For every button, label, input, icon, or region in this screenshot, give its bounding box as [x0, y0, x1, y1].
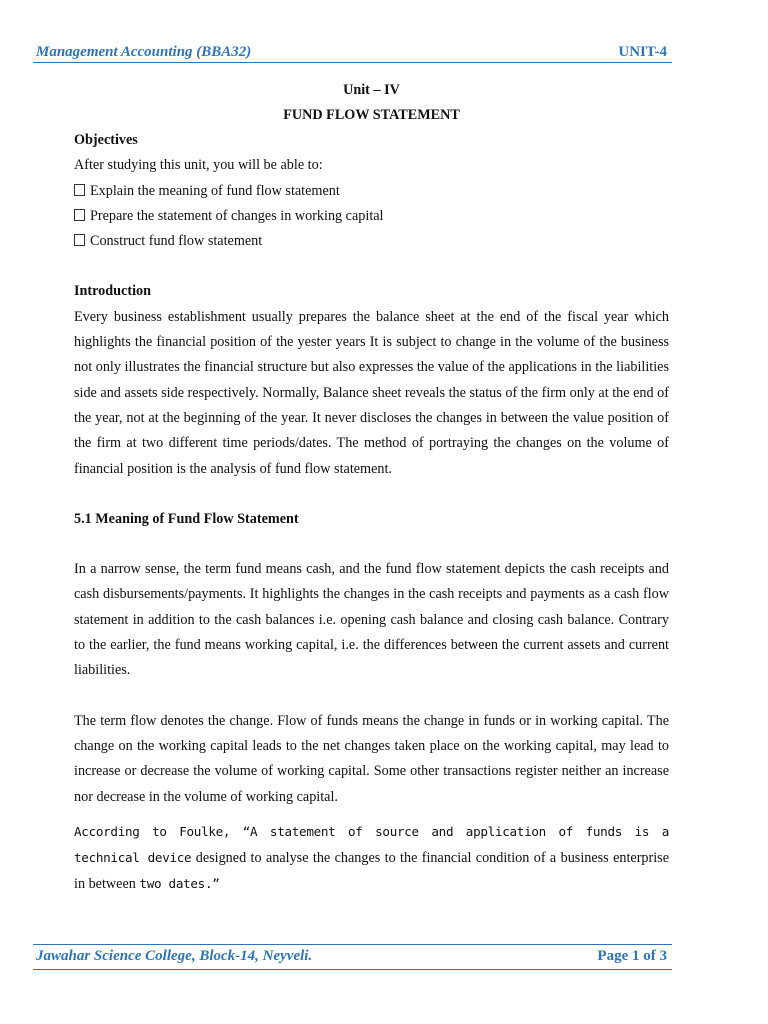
quote-rest: designed to analyse the changes to the financial condition of a business enterprise in between	[74, 850, 670, 893]
introduction-paragraph: Every business establishment usually prepares the balance sheet at the end of the fiscal year which highlights the financial position of the yester years It is subject to change in the volume of the business not only illustrates the financial structure but also expresses the value of the applications in the liabilities side and assets side respectively. Normally, Balance sheet reveals the status of the firm only at the end of the year, not at the beginning of the year. It never discloses the changes in between the value position of the firm at two different time periods/dates. The method of portraying the changes on the volume of financial position is the analysis of fund flow statement.	[74, 308, 669, 477]
unit-title: Unit – IV	[343, 82, 400, 98]
quote-end: two dates.”	[139, 876, 220, 892]
objective-item	[74, 229, 669, 254]
spacer	[74, 482, 669, 507]
header-unit-label: UNIT-4	[618, 44, 667, 60]
objective-text: Construct fund flow statement	[90, 233, 263, 250]
quote-lead: According to Foulke, “A statement of source and application of funds is a technical device	[74, 823, 669, 866]
objectives-heading: Objectives	[74, 132, 138, 148]
spacer	[74, 810, 669, 819]
footer-page-number: Page 1 of 3	[597, 948, 667, 964]
introduction-heading: Introduction	[74, 283, 151, 300]
spacer	[74, 684, 669, 709]
checkbox-bullet-icon	[74, 234, 85, 246]
section-paragraph-2: The term flow denotes the change. Flow of funds means the change in funds or in working capital. The change on the working capital leads to the net changes taken place on the working capital, may lead to increase or decrease the volume of working capital. Some other transactions register neither an increase nor decrease in the volume of working capital.	[74, 712, 669, 805]
spacer	[74, 532, 669, 557]
objective-text: Explain the meaning of fund flow statement	[90, 182, 340, 199]
page-footer	[33, 944, 672, 970]
objective-item	[74, 204, 669, 229]
checkbox-bullet-icon	[74, 209, 85, 221]
document-body	[74, 78, 669, 898]
checkbox-bullet-icon	[74, 184, 85, 196]
quote-paragraph	[74, 819, 669, 898]
section-paragraph-1: In a narrow sense, the term fund means cash, and the fund flow statement depicts the cash receipts and cash disbursements/payments. It highlights the changes in the cash receipts and payments as a cash flow statement in addition to the cash balances i.e. opening cash balance and closing cash balance. Contrary to the earlier, the fund means working capital, i.e. the differences between the current assets and current liabilities.	[74, 561, 669, 679]
section-heading: 5.1 Meaning of Fund Flow Statement	[74, 510, 299, 527]
footer-college-name: Jawahar Science College, Block-14, Neyveli.	[36, 948, 313, 964]
header-course-title: Management Accounting (BBA32)	[36, 44, 252, 60]
spacer	[74, 254, 669, 279]
objective-text: Prepare the statement of changes in working capital	[90, 207, 384, 224]
objective-item	[74, 179, 669, 204]
page-title: FUND FLOW STATEMENT	[283, 107, 460, 123]
objectives-intro: After studying this unit, you will be able to:	[74, 157, 323, 174]
page-header	[33, 42, 672, 63]
